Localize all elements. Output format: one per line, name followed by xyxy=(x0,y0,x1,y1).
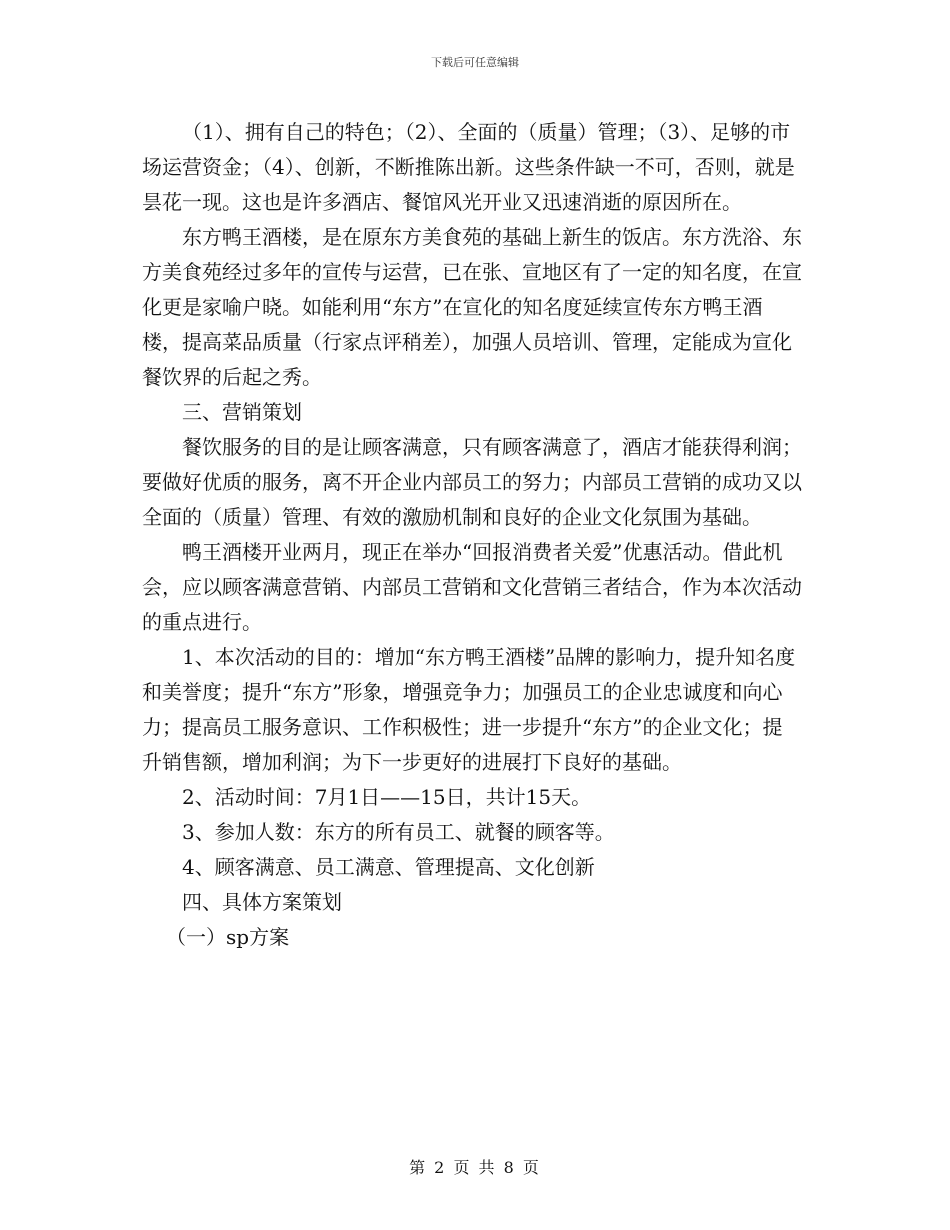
paragraph-conditions: （1）、拥有自己的特色；（2）、全面的（质量）管理；（3）、足够的市场运营资金；（4）、创新，不断推陈出新。这些条件缺一不可，否则，就是昙花一现。这也是许多酒店、餐馆风光开业又迅速消逝的原因所在。 xyxy=(142,120,795,214)
subheading-sp-plan: （一）sp方案 xyxy=(166,925,290,949)
paragraph-promotion: 鸭王酒楼开业两月，现正在举办“回报消费者关爱”优惠活动。借此机会，应以顾客满意营销、内部员工营销和文化营销三者结合，作为本次活动的重点进行。 xyxy=(142,540,802,634)
heading-detailed-plan: 四、具体方案策划 xyxy=(182,890,342,914)
list-item-participants: 3、参加人数：东方的所有员工、就餐的顾客等。 xyxy=(182,820,615,844)
page-number: 第 2 页 共 8 页 xyxy=(409,1158,541,1177)
list-item-time: 2、活动时间：7月1日——15日，共计15天。 xyxy=(182,785,592,809)
list-item-purpose: 1、本次活动的目的：增加“东方鸭王酒楼”品牌的影响力，提升知名度和美誉度；提升“东方”形象，增强竞争力；加强员工的企业忠诚度和向心力；提高员工服务意识、工作积极性；进一步提升“东方”的企业文化；提升销售额，增加利润；为下一步更好的进展打下良好的基础。 xyxy=(142,645,796,774)
document-body xyxy=(142,115,802,955)
paragraph-service-purpose: 餐饮服务的目的是让顾客满意，只有顾客满意了，酒店才能获得利润；要做好优质的服务，离不开企业内部员工的努力；内部员工营销的成功又以全面的（质量）管理、有效的激励机制和良好的企业文化氛围为基础。 xyxy=(142,435,802,529)
page-header: 下载后可任意编辑 xyxy=(431,56,519,69)
paragraph-restaurant-intro: 东方鸭王酒楼，是在原东方美食苑的基础上新生的饭店。东方洗浴、东方美食苑经过多年的宣传与运营，已在张、宣地区有了一定的知名度，在宣化更是家喻户晓。如能利用“东方”在宣化的知名度延续宣传东方鸭王酒楼，提高菜品质量（行家点评稍差），加强人员培训、管理，定能成为宣化餐饮界的后起之秀。 xyxy=(142,225,802,389)
heading-marketing-plan: 三、营销策划 xyxy=(182,400,302,424)
list-item-goals: 4、顾客满意、员工满意、管理提高、文化创新 xyxy=(182,855,595,879)
